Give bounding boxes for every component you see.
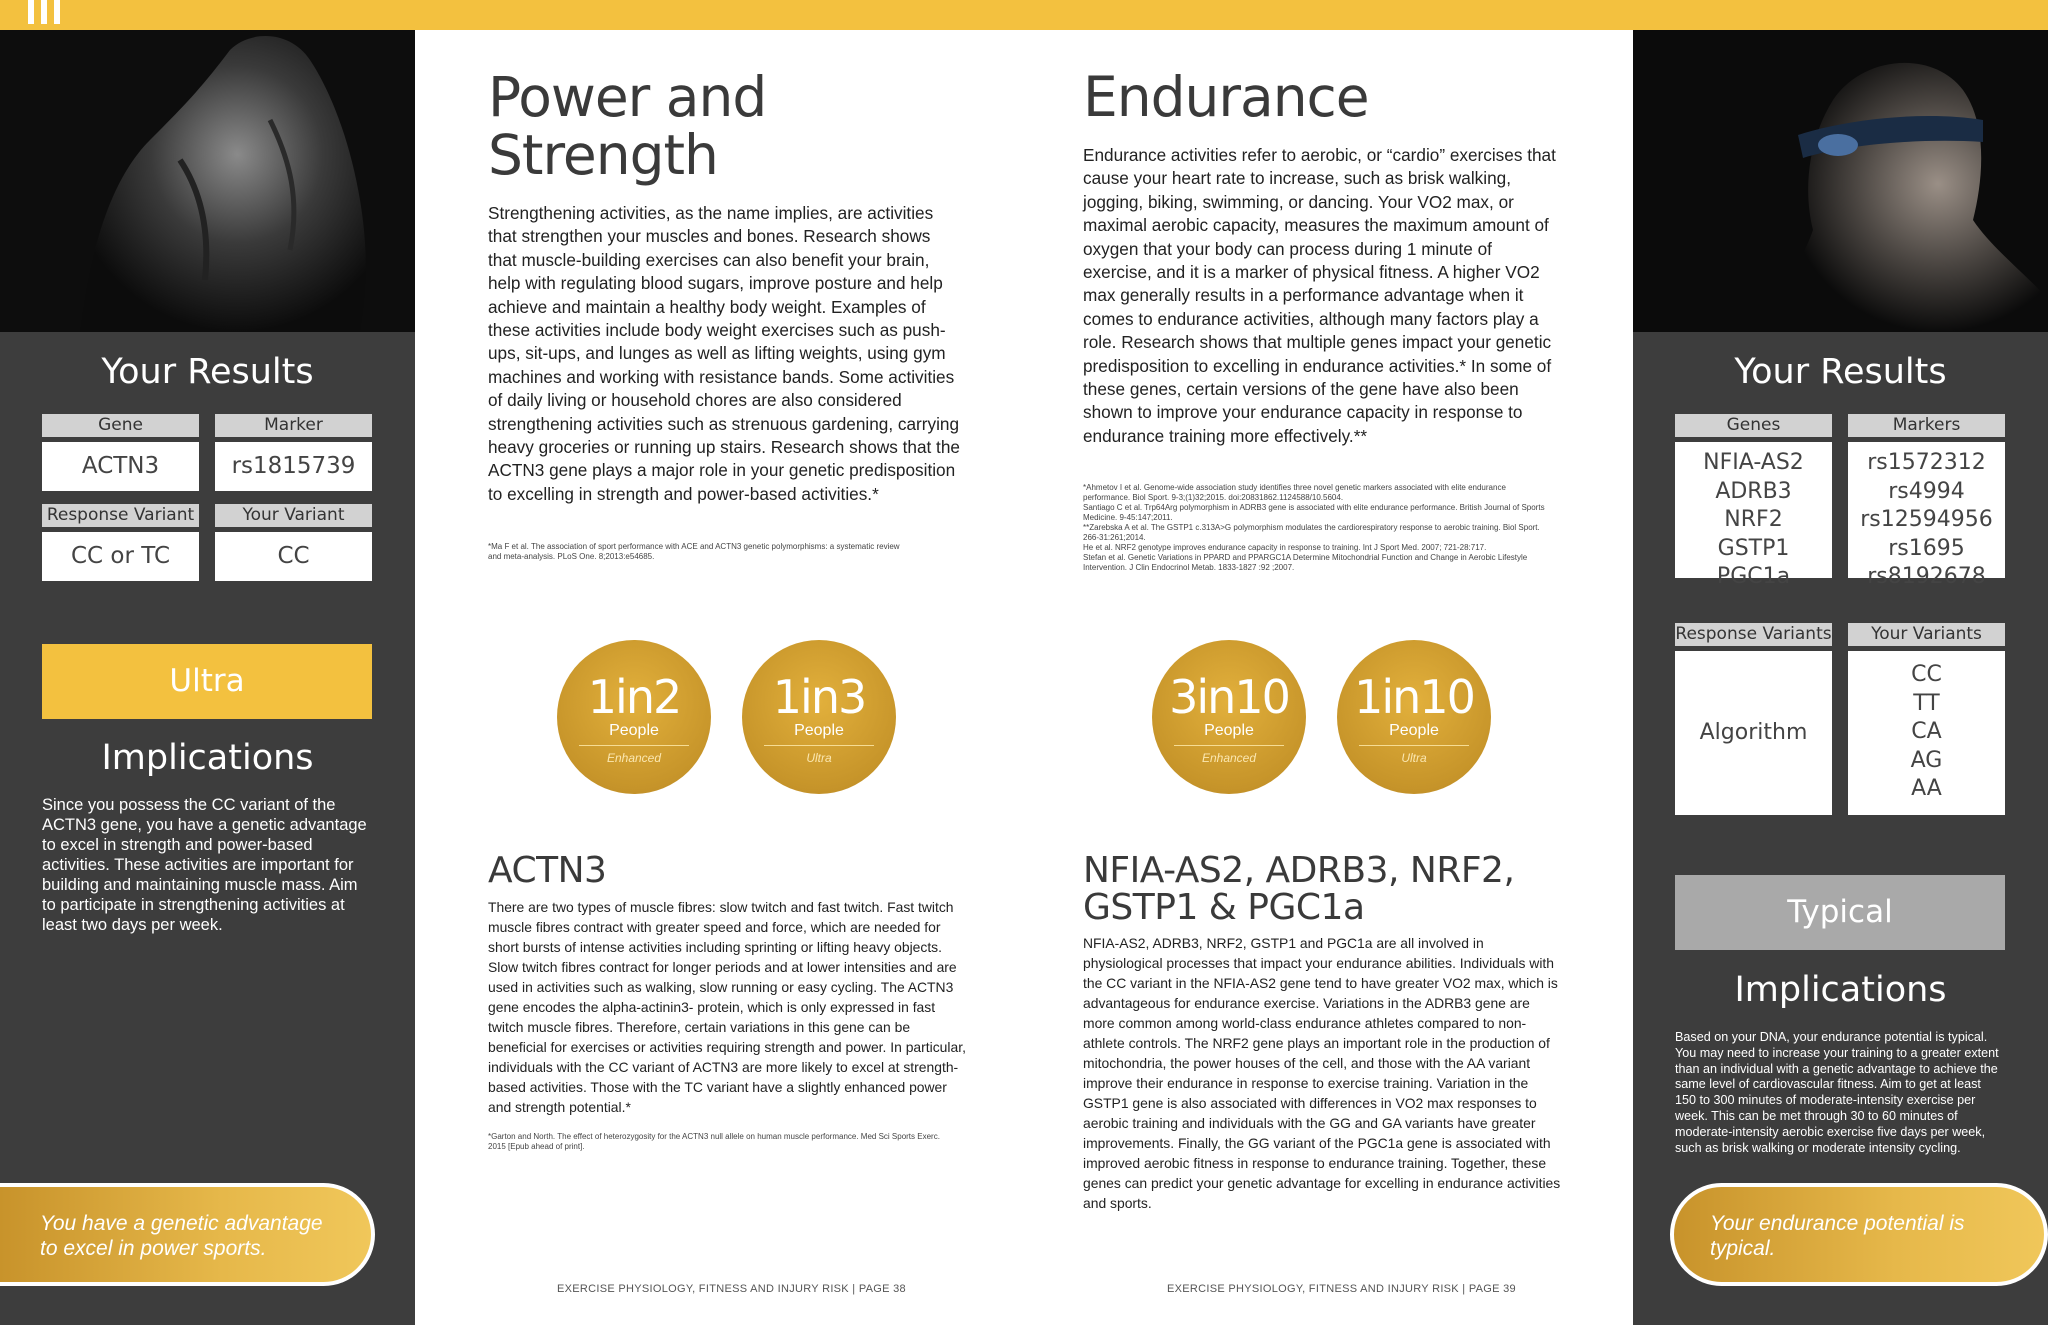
- markers-list: [1848, 442, 2005, 589]
- stat-value: 1in10: [1354, 670, 1474, 724]
- gene-item: NRF2: [1724, 507, 1783, 532]
- gene-header: Gene: [42, 414, 199, 437]
- left-callout: [0, 1183, 375, 1286]
- stat-unit: People: [1204, 722, 1254, 739]
- power-body: Strengthening activities, as the name implies, are activities that strengthen your muscles and bones. Research shows that muscle-building exercises can also benefit your brain, help with regulating blood sugars, improve posture and help achieve and maintain a healthy body weight. Examples of these activities include body weight exercises such as push-ups, sit-ups, and lunges as well as lifting weights, using gym machines and working with resistance bands. Some activities of daily living or household chores are also considered strengthening activities such as strenuous gardening, carrying heavy groceries or running up stairs. Research shows that the ACTN3 gene plays a major role in your genetic predisposition to excelling in strength and power-based activities.*: [488, 203, 960, 504]
- power-title-line1: Power and: [488, 65, 767, 129]
- response-variant-value: CC or TC: [42, 532, 199, 581]
- actn3-title: ACTN3: [488, 850, 607, 891]
- your-variant-value: CC: [215, 532, 372, 581]
- marker-item: rs4994: [1888, 478, 1965, 504]
- stat-value: 1in2: [587, 670, 681, 724]
- reference-3: **Zarebska A et al. The GSTP1 c.313A>G polymorphism modulates the cardiorespiratory response to aerobic training. Biol Sport. 266-31:261;2014.: [1083, 523, 1540, 542]
- markers-header: Markers: [1848, 414, 2005, 437]
- your-variants-list: [1848, 651, 2005, 815]
- variant-item: TT: [1913, 690, 1940, 716]
- results-title: Your Results: [101, 352, 314, 392]
- result-level-badge: Ultra: [42, 644, 372, 719]
- result-level-badge: Typical: [1675, 875, 2005, 950]
- reference-4: He et al. NRF2 genotype improves endurance capacity in response to training. Int J Sport Med. 2007; 721-28:717.: [1083, 543, 1487, 552]
- actn3-reference: *Garton and North. The effect of heterozygosity for the ACTN3 null allele on human muscle performance. Med Sci Sports Exerc. 2015 [Epub ahead of print].: [488, 1132, 940, 1151]
- variant-item: AG: [1910, 747, 1943, 773]
- reference-2: Santiago C et al. Trp64Arg polymorphism in ADRB3 gene is associated with elite endurance performance. British Journal of Sports Medicine. 9-45:147;2011.: [1083, 503, 1545, 522]
- variant-item: CC: [1911, 662, 1942, 687]
- marker-item: rs8192678: [1867, 564, 1986, 589]
- endurance-title: Endurance: [1083, 65, 1369, 129]
- implications-text: Based on your DNA, your endurance potential is typical. You may need to increase your training to a greater extent than an individual with a genetic advantage to achieve the same level of cardiovascular fitness. Aim to get at least 150 to 300 minutes of moderate-intensity exercise per week. This can be met through 30 to 60 minutes of moderate-intensity aerobic exercise five days per week, such as brisk walking or moderate intensity cycling.: [1675, 1030, 1999, 1155]
- left-callout-text: You have a genetic advantage to excel in power sports.: [40, 1212, 323, 1260]
- results-title: Your Results: [1734, 352, 1947, 392]
- response-variants-value: Algorithm: [1675, 651, 1832, 815]
- right-sidebar: [1633, 30, 2048, 1325]
- left-sidebar: [0, 30, 415, 1325]
- reference-1: *Ahmetov I et al. Genome-wide association study identifies three novel genetic markers associated with elite endurance performance. Biol Sport. 9-3;(1)32;2015. doi:20831862.1124588/10.5604.: [1083, 483, 1506, 502]
- stat-value: 1in3: [772, 670, 866, 724]
- power-title-line2: Strength: [488, 123, 718, 187]
- endurance-genes-title-line2: GSTP1 & PGC1a: [1083, 887, 1365, 928]
- gene-item: ADRB3: [1715, 478, 1792, 504]
- endurance-references: [1083, 483, 1553, 573]
- stat-circle-3in10: [1152, 640, 1306, 794]
- footer-page-38: EXERCISE PHYSIOLOGY, FITNESS AND INJURY RISK | PAGE 38: [557, 1283, 906, 1295]
- gene-item: GSTP1: [1717, 535, 1790, 561]
- variant-item: CA: [1911, 719, 1942, 744]
- stat-unit: People: [794, 722, 844, 739]
- implications-text: Since you possess the CC variant of the ACTN3 gene, you have a genetic advantage to excel in strength and power-based activities. These activities are important for building and maintaining muscle mass. Aim to participate in strengthening activities at least two days per week.: [42, 796, 367, 934]
- endurance-genes-title-line1: NFIA-AS2, ADRB3, NRF2,: [1083, 850, 1515, 891]
- your-variants-header: Your Variants: [1848, 623, 2005, 646]
- right-callout-text: Your endurance potential is typical.: [1710, 1212, 1965, 1260]
- stat-unit: People: [1389, 722, 1439, 739]
- implications-title: Implications: [1734, 970, 1947, 1010]
- gene-value: ACTN3: [42, 442, 199, 491]
- marker-item: rs12594956: [1860, 507, 1993, 532]
- stat-value: 3in10: [1169, 670, 1289, 724]
- gene-item: PGC1a: [1716, 564, 1791, 589]
- stat-unit: People: [609, 722, 659, 739]
- athlete-back-photo: [0, 30, 415, 332]
- stat-circle-1in10: [1337, 640, 1491, 794]
- gene-item: NFIA-AS2: [1703, 450, 1804, 475]
- marker-item: rs1572312: [1867, 450, 1986, 475]
- power-reference: *Ma F et al. The association of sport performance with ACE and ACTN3 genetic polymorphisms: a systematic review and meta-analysis. PLoS One. 8;2013:e54685.: [488, 542, 900, 561]
- variant-item: AA: [1911, 776, 1942, 801]
- stat-label: Ultra: [806, 751, 832, 765]
- endurance-genes-body: NFIA-AS2, ADRB3, NRF2, GSTP1 and PGC1a are all involved in physiological processes that impact your endurance abilities. Individuals with the CC variant in the NFIA-AS2 gene tend to have greater VO2 max, which is advantageous for endurance exercise. Variations in the ADRB3 gene are more common among world-class endurance athletes compared to non-athlete controls. The NRF2 gene plays an important role in the production of mitochondria, the power houses of the cell, and those with the AA variant improve their endurance in response to exercise training. Variation in the GSTP1 gene is also associated with differences in VO2 max responses to aerobic training and individuals with the GG and GA variants have greater improvements. Finally, the GG variant of the PGC1a gene is associated with improved aerobic fitness in response to endurance training. Together, these genes can predict your genetic advantage for excelling in endurance activities and sports.: [1083, 935, 1561, 1211]
- right-callout: [1670, 1183, 2048, 1286]
- marker-value: rs1815739: [215, 442, 372, 491]
- genes-header: Genes: [1675, 414, 1832, 437]
- top-bar: [0, 0, 2048, 30]
- endurance-body: Endurance activities refer to aerobic, or “cardio” exercises that cause your heart rate to increase, such as brisk walking, jogging, biking, swimming, or dancing. Your VO2 max, or maximal aerobic capacity, measures the maximum amount of oxygen that your body can process during 1 minute of exercise, and it is a marker of physical fitness. A higher VO2 max generally results in a performance advantage when it comes to endurance activities, although many factors play a role. Research shows that multiple genes impact your genetic predisposition to excelling in endurance activities.* In some of these genes, certain versions of the gene have also been shown to improve your endurance capacity in response to endurance training more effectively.**: [1083, 145, 1556, 446]
- stat-label: Ultra: [1401, 751, 1427, 765]
- stat-circle-1in3: [742, 640, 896, 794]
- your-variant-header: Your Variant: [215, 504, 372, 527]
- actn3-body: There are two types of muscle fibres: slow twitch and fast twitch. Fast twitch muscle fibres contract with greater speed and force, which are needed for short bursts of intense activities including sprinting or lifting heavy objects. Slow twitch fibres contract for longer periods and at lower intensities and are used in activities such as walking, slow running or easy cycling. The ACTN3 gene encodes the alpha-actinin3- protein, which is only expressed in fast twitch muscle fibres. Therefore, certain variations in this gene can be beneficial for exercises or activities requiring strength and power. In particular, individuals with the CC variant of ACTN3 are more likely to excel at strength-based activities. Those with the TC variant have a slightly enhanced power and strength potential.*: [488, 899, 966, 1115]
- response-variant-header: Response Variant: [42, 504, 199, 527]
- stat-label: Enhanced: [606, 751, 662, 765]
- reference-5: Stefan et al. Genetic Variations in PPARD and PPARGC1A Determine Mitochondrial Function and Change in Aerobic Lifestyle Intervention. J Clin Endocrinol Metab. 1833-1827 :92 ;2007.: [1083, 553, 1528, 572]
- marker-item: rs1695: [1888, 535, 1965, 561]
- swimmer-photo: [1633, 30, 2048, 332]
- stat-circle-1in2: [557, 640, 711, 794]
- marker-header: Marker: [215, 414, 372, 437]
- implications-title: Implications: [101, 738, 314, 778]
- footer-page-39: EXERCISE PHYSIOLOGY, FITNESS AND INJURY RISK | PAGE 39: [1167, 1283, 1516, 1295]
- response-variants-header: Response Variants: [1675, 624, 1832, 644]
- genes-list: [1675, 442, 1832, 589]
- menu-icon[interactable]: [28, 0, 62, 24]
- stat-label: Enhanced: [1201, 751, 1257, 765]
